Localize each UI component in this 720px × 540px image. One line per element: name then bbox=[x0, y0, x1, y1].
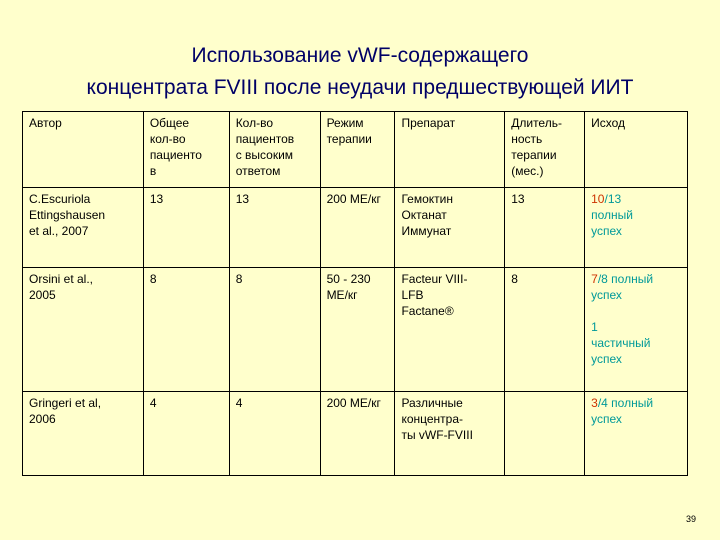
title-line-1: Использование vWF-содержащего bbox=[191, 44, 529, 67]
cell-text: 2006 bbox=[29, 412, 56, 426]
table-row bbox=[23, 188, 688, 268]
cell-author bbox=[23, 392, 144, 476]
header-text: (мес.) bbox=[511, 164, 544, 178]
header-text: терапии bbox=[511, 148, 557, 162]
table-row bbox=[23, 268, 688, 392]
cell-text: LFB bbox=[401, 288, 424, 302]
outcome-text: /8 полный bbox=[597, 272, 654, 286]
header-text: Исход bbox=[591, 116, 626, 130]
cell-text: Gringeri et al, bbox=[29, 396, 102, 410]
header-text: Общее bbox=[149, 116, 190, 130]
title-line-2: концентрата FVIII после неудачи предшествующей ИИТ bbox=[86, 76, 634, 99]
data-table bbox=[22, 111, 688, 476]
header-regimen bbox=[320, 112, 395, 188]
cell-text: 200 МЕ/кг bbox=[326, 396, 381, 410]
cell-drug bbox=[395, 392, 505, 476]
table-header-row bbox=[23, 112, 688, 188]
outcome-partial-text: 1 bbox=[591, 320, 598, 334]
header-duration bbox=[505, 112, 585, 188]
header-text: в bbox=[149, 164, 157, 178]
outcome-text: /13 bbox=[604, 192, 622, 206]
header-high-responders bbox=[229, 112, 320, 188]
cell-text: Ettingshausen bbox=[29, 208, 106, 222]
cell-total: 4 bbox=[143, 392, 229, 476]
outcome-text: успех bbox=[591, 412, 622, 426]
outcome-text: полный bbox=[591, 208, 633, 222]
cell-text: 2005 bbox=[29, 288, 56, 302]
cell-text: концентра- bbox=[401, 412, 464, 426]
cell-regimen bbox=[320, 268, 395, 392]
header-text: пациенто bbox=[149, 148, 202, 162]
header-outcome bbox=[585, 112, 688, 188]
header-text: с высоким bbox=[235, 148, 294, 162]
page-number: 39 bbox=[685, 514, 696, 524]
cell-text: Factane® bbox=[401, 304, 454, 318]
cell-outcome bbox=[585, 188, 688, 268]
cell-total: 13 bbox=[143, 188, 229, 268]
outcome-partial-text: частичный bbox=[591, 336, 651, 350]
header-text: кол-во bbox=[149, 132, 186, 146]
cell-text: Orsini et al., bbox=[29, 272, 94, 286]
header-text: Режим bbox=[326, 116, 364, 130]
cell-regimen bbox=[320, 392, 395, 476]
cell-high: 4 bbox=[229, 392, 320, 476]
outcome-text: успех bbox=[591, 224, 622, 238]
cell-text: Различные bbox=[401, 396, 463, 410]
cell-text: Facteur VIII- bbox=[401, 272, 468, 286]
cell-total: 8 bbox=[143, 268, 229, 392]
cell-author bbox=[23, 268, 144, 392]
cell-outcome bbox=[585, 392, 688, 476]
outcome-text: успех bbox=[591, 288, 622, 302]
header-total-patients bbox=[143, 112, 229, 188]
header-text: Кол-во bbox=[235, 116, 273, 130]
cell-text: Гемоктин bbox=[401, 192, 453, 206]
cell-text: ты vWF-FVIII bbox=[401, 428, 473, 442]
header-text: ответом bbox=[235, 164, 281, 178]
cell-duration: 13 bbox=[505, 188, 585, 268]
cell-duration bbox=[505, 392, 585, 476]
cell-text: C.Escuriola bbox=[29, 192, 91, 206]
header-text: пациентов bbox=[235, 132, 295, 146]
outcome-success-count: 10 bbox=[591, 192, 605, 206]
outcome-success-count: 3 bbox=[591, 396, 598, 410]
cell-text: 200 МЕ/кг bbox=[326, 192, 381, 206]
outcome-text: /4 полный bbox=[597, 396, 654, 410]
cell-outcome bbox=[585, 268, 688, 392]
page-title bbox=[0, 40, 720, 104]
cell-text: et al., 2007 bbox=[29, 224, 89, 238]
cell-drug bbox=[395, 188, 505, 268]
header-drug bbox=[395, 112, 505, 188]
cell-author bbox=[23, 188, 144, 268]
cell-text: 50 - 230 bbox=[326, 272, 371, 286]
outcome-success-count: 7 bbox=[591, 272, 598, 286]
header-text: ность bbox=[511, 132, 543, 146]
cell-high: 8 bbox=[229, 268, 320, 392]
cell-text: Иммунат bbox=[401, 224, 452, 238]
header-text: Автор bbox=[29, 116, 62, 130]
cell-regimen bbox=[320, 188, 395, 268]
header-text: Длитель- bbox=[511, 116, 562, 130]
cell-high: 13 bbox=[229, 188, 320, 268]
cell-drug bbox=[395, 268, 505, 392]
table-row bbox=[23, 392, 688, 476]
header-text: терапии bbox=[326, 132, 372, 146]
cell-text: МЕ/кг bbox=[326, 288, 358, 302]
outcome-partial-text: успех bbox=[591, 352, 622, 366]
header-text: Препарат bbox=[401, 116, 456, 130]
cell-text: Октанат bbox=[401, 208, 447, 222]
header-author bbox=[23, 112, 144, 188]
cell-duration: 8 bbox=[505, 268, 585, 392]
